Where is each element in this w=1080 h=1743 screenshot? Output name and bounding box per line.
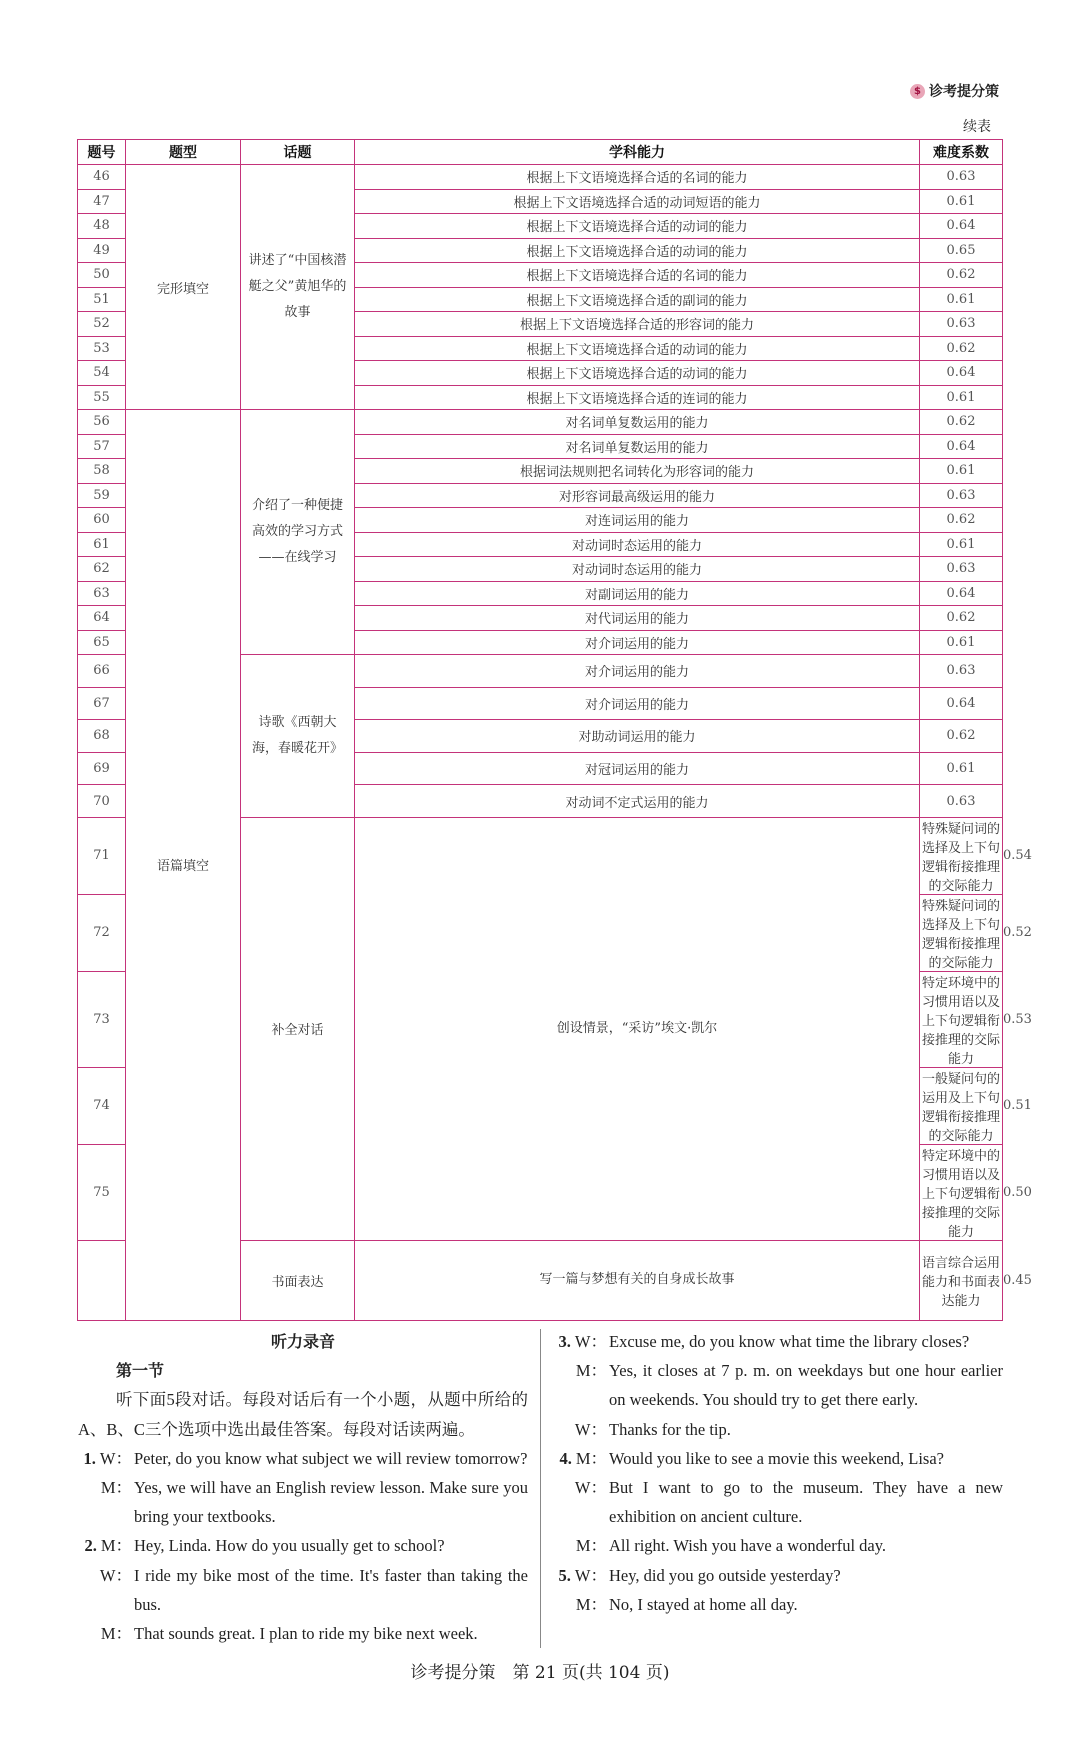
ability: 根据上下文语境选择合适的动词的能力 (355, 238, 920, 263)
speaker (78, 1473, 134, 1531)
question-number: 62 (78, 557, 126, 582)
dialogue-number: 5. (558, 1565, 571, 1585)
question-type: 书面表达 (241, 1240, 355, 1320)
difficulty: 0.62 (920, 263, 1003, 288)
question-number: 57 (78, 434, 126, 459)
difficulty: 0.64 (920, 214, 1003, 239)
difficulty: 0.63 (920, 312, 1003, 337)
ability: 语言综合运用能力和书面表达能力 (920, 1240, 1003, 1320)
question-number: 48 (78, 214, 126, 239)
ability: 一般疑问句的运用及上下句逻辑衔接推理的交际能力 (920, 1067, 1003, 1144)
topic: 讲述了“中国核潜艇之父”黄旭华的故事 (241, 165, 355, 410)
difficulty: 0.62 (920, 410, 1003, 435)
brand-logo-icon: $ (910, 84, 925, 99)
speaker-label: M： (575, 1594, 607, 1614)
question-number: 73 (78, 971, 126, 1067)
question-number: 75 (78, 1144, 126, 1240)
difficulty: 0.61 (920, 385, 1003, 410)
dialogue-line (553, 1415, 1003, 1444)
speaker (553, 1561, 609, 1590)
difficulty: 0.61 (920, 189, 1003, 214)
table-row (78, 165, 1003, 190)
column-divider (540, 1329, 541, 1648)
table-row: 74 一般疑问句的运用及上下句逻辑衔接推理的交际能力 0.51 (78, 1067, 1003, 1144)
dialogue-number: 4. (559, 1448, 572, 1468)
ability: 对连词运用的能力 (355, 508, 920, 533)
question-number: 59 (78, 483, 126, 508)
brand-name: 诊考提分策 (929, 84, 999, 100)
table-row (78, 410, 1003, 435)
difficulty: 0.63 (920, 165, 1003, 190)
dialogue-line (78, 1531, 528, 1560)
difficulty: 0.64 (920, 361, 1003, 386)
page-footer: 诊考提分策 第 21 页(共 104 页) (410, 1663, 670, 1684)
script-title: 听力录音 (270, 1331, 335, 1351)
analysis-table (77, 139, 1032, 1321)
question-number: 55 (78, 385, 126, 410)
question-number: 61 (78, 532, 126, 557)
dialogue-text: All right. Wish you have a wonderful day. (609, 1536, 887, 1556)
speaker-label: M： (100, 1536, 132, 1556)
ability: 对介词运用的能力 (355, 630, 920, 655)
ability: 根据上下文语境选择合适的动词的能力 (355, 336, 920, 361)
question-number: 56 (78, 410, 126, 435)
speaker-label: W： (574, 1331, 607, 1351)
dialogue-text: Hey, Linda. How do you usually get to school? (134, 1536, 445, 1556)
difficulty: 0.63 (920, 557, 1003, 582)
dialogue-line (553, 1444, 1003, 1473)
question-number: 47 (78, 189, 126, 214)
ability: 根据上下文语境选择合适的名词的能力 (355, 165, 920, 190)
question-type: 补全对话 (241, 817, 355, 1240)
speaker (78, 1531, 134, 1560)
dialogue-line (553, 1561, 1003, 1590)
dialogue-number: 3. (558, 1331, 571, 1351)
speaker (553, 1444, 609, 1473)
speaker-label: M： (100, 1477, 132, 1497)
ability: 对动词不定式运用的能力 (355, 785, 920, 818)
ability: 根据上下文语境选择合适的副词的能力 (355, 287, 920, 312)
question-number: 52 (78, 312, 126, 337)
ability: 根据上下文语境选择合适的形容词的能力 (355, 312, 920, 337)
table-row: 72 特殊疑问词的选择及上下句逻辑衔接推理的交际能力 0.52 (78, 894, 1003, 971)
ability: 对介词运用的能力 (355, 687, 920, 720)
difficulty: 0.62 (920, 508, 1003, 533)
ability: 对名词单复数运用的能力 (355, 434, 920, 459)
dialogue-text: Thanks for the tip. (609, 1419, 731, 1439)
question-number (78, 1240, 126, 1320)
difficulty: 0.63 (920, 655, 1003, 688)
question-type: 完形填空 (126, 165, 241, 410)
header-type: 题型 (126, 140, 241, 165)
ability: 特定环境中的习惯用语以及上下句逻辑衔接推理的交际能力 (920, 971, 1003, 1067)
speaker-label: M： (575, 1448, 607, 1468)
speaker (78, 1561, 134, 1619)
question-number: 70 (78, 785, 126, 818)
difficulty: 0.62 (920, 336, 1003, 361)
ability: 对代词运用的能力 (355, 606, 920, 631)
speaker-label: W： (574, 1477, 607, 1497)
dialogue-line (78, 1561, 528, 1619)
dialogue-number: 1. (83, 1448, 96, 1468)
question-number: 65 (78, 630, 126, 655)
difficulty: 0.62 (920, 720, 1003, 753)
speaker-label: M： (100, 1624, 132, 1643)
question-number: 49 (78, 238, 126, 263)
ability: 根据上下文语境选择合适的动词短语的能力 (355, 189, 920, 214)
speaker-label: M： (575, 1361, 607, 1381)
question-number: 46 (78, 165, 126, 190)
difficulty: 0.63 (920, 785, 1003, 818)
difficulty: 0.61 (920, 287, 1003, 312)
ability: 对介词运用的能力 (355, 655, 920, 688)
ability: 对副词运用的能力 (355, 581, 920, 606)
dialogue-text: I ride my bike most of the time. It's faster than taking the bus. (134, 1565, 528, 1614)
difficulty: 0.62 (920, 606, 1003, 631)
difficulty: 0.61 (920, 630, 1003, 655)
dialogue-line (78, 1444, 528, 1473)
script-right-column (553, 1327, 1003, 1648)
header-topic: 话题 (241, 140, 355, 165)
speaker (553, 1590, 609, 1619)
ability: 特殊疑问词的选择及上下句逻辑衔接推理的交际能力 (920, 894, 1003, 971)
ability: 对名词单复数运用的能力 (355, 410, 920, 435)
speaker (78, 1619, 134, 1648)
speaker-label: W： (574, 1419, 607, 1439)
question-number: 67 (78, 687, 126, 720)
continued-label: 续表 (963, 119, 991, 135)
ability: 特殊疑问词的选择及上下句逻辑衔接推理的交际能力 (920, 817, 1003, 894)
question-number: 64 (78, 606, 126, 631)
brand-header (910, 81, 999, 101)
question-number: 60 (78, 508, 126, 533)
dialogue-line (553, 1356, 1003, 1414)
ability: 特定环境中的习惯用语以及上下句逻辑衔接推理的交际能力 (920, 1144, 1003, 1240)
ability: 对助动词运用的能力 (355, 720, 920, 753)
difficulty: 0.64 (920, 581, 1003, 606)
speaker-label: M： (575, 1536, 607, 1556)
table-row-writing: 书面表达 写一篇与梦想有关的自身成长故事 语言综合运用能力和书面表达能力 0.45 (78, 1240, 1003, 1320)
dialogue-line (553, 1327, 1003, 1356)
ability: 根据上下文语境选择合适的连词的能力 (355, 385, 920, 410)
difficulty: 0.61 (920, 532, 1003, 557)
question-number: 54 (78, 361, 126, 386)
dialogue-text: Hey, did you go outside yesterday? (609, 1565, 841, 1585)
speaker (553, 1531, 609, 1560)
speaker (553, 1415, 609, 1444)
section-title: 第一节 (116, 1361, 165, 1381)
speaker (553, 1356, 609, 1414)
dialogue-text: Yes, we will have an English review lesson. Make sure you bring your textbooks. (134, 1477, 528, 1527)
ability: 对动词时态运用的能力 (355, 532, 920, 557)
dialogue-text: That sounds great. I plan to ride my bike next week. (134, 1624, 478, 1643)
topic: 创设情景，“采访”埃文·凯尔 (355, 817, 920, 1240)
difficulty: 0.61 (920, 459, 1003, 484)
topic: 诗歌《西朝大海，春暖花开》 (241, 655, 355, 818)
dialogue-line (553, 1531, 1003, 1560)
topic: 介绍了一种便捷高效的学习方式——在线学习 (241, 410, 355, 655)
dialogue-text: Would you like to see a movie this weekend, Lisa? (609, 1448, 945, 1468)
question-number: 74 (78, 1067, 126, 1144)
ability: 根据上下文语境选择合适的名词的能力 (355, 263, 920, 288)
speaker-label: W： (99, 1565, 132, 1585)
dialogue-line (78, 1619, 528, 1648)
question-number: 58 (78, 459, 126, 484)
ability: 对形容词最高级运用的能力 (355, 483, 920, 508)
topic: 写一篇与梦想有关的自身成长故事 (355, 1240, 920, 1320)
difficulty: 0.64 (920, 434, 1003, 459)
speaker-label: W： (99, 1448, 132, 1468)
dialogue-text: But I want to go to the museum. They have a new exhibition on ancient culture. (609, 1477, 1003, 1527)
table-row: 73 特定环境中的习惯用语以及上下句逻辑衔接推理的交际能力 0.53 (78, 971, 1003, 1067)
dialogue-line (553, 1473, 1003, 1531)
header-ability: 学科能力 (355, 140, 920, 165)
ability: 对动词时态运用的能力 (355, 557, 920, 582)
dialogue-number: 2. (84, 1536, 97, 1556)
question-number: 63 (78, 581, 126, 606)
question-number: 71 (78, 817, 126, 894)
header-difficulty: 难度系数 (920, 140, 1003, 165)
speaker (553, 1473, 609, 1531)
difficulty: 0.61 (920, 752, 1003, 785)
intro: 听下面5段对话。每段对话后有一个小题，从题中所给的A、B、C三个选项中选出最佳答案。每段对话读两遍。 (78, 1390, 528, 1439)
speaker (78, 1444, 134, 1473)
question-number: 69 (78, 752, 126, 785)
dialogue-text: Peter, do you know what subject we will review tomorrow? (134, 1448, 528, 1468)
ability: 对冠词运用的能力 (355, 752, 920, 785)
difficulty: 0.63 (920, 483, 1003, 508)
ability: 根据上下文语境选择合适的动词的能力 (355, 361, 920, 386)
question-number: 68 (78, 720, 126, 753)
header-number: 题号 (78, 140, 126, 165)
speaker-label: W： (574, 1565, 607, 1585)
question-number: 72 (78, 894, 126, 971)
dialogue-line (78, 1473, 528, 1531)
speaker (553, 1327, 609, 1356)
ability: 根据词法规则把名词转化为形容词的能力 (355, 459, 920, 484)
table-row: 71 补全对话 创设情景，“采访”埃文·凯尔 特殊疑问词的选择及上下句逻辑衔接推理的交际能力 0.54 (78, 817, 1003, 894)
dialogue-text: Excuse me, do you know what time the library closes? (609, 1331, 970, 1351)
ability: 根据上下文语境选择合适的动词的能力 (355, 214, 920, 239)
dialogue-text: Yes, it closes at 7 p. m. on weekdays but one hour earlier on weekends. You should try to get there early. (609, 1361, 1003, 1410)
difficulty: 0.65 (920, 238, 1003, 263)
dialogue-line (553, 1590, 1003, 1619)
difficulty: 0.64 (920, 687, 1003, 720)
script-left-column (78, 1327, 528, 1648)
question-number: 66 (78, 655, 126, 688)
question-number: 53 (78, 336, 126, 361)
script-columns (78, 1327, 1003, 1648)
table-row: 75 特定环境中的习惯用语以及上下句逻辑衔接推理的交际能力 0.50 (78, 1144, 1003, 1240)
question-number: 50 (78, 263, 126, 288)
question-number: 51 (78, 287, 126, 312)
dialogue-text: No, I stayed at home all day. (609, 1594, 798, 1614)
question-type: 语篇填空 (126, 410, 241, 1321)
